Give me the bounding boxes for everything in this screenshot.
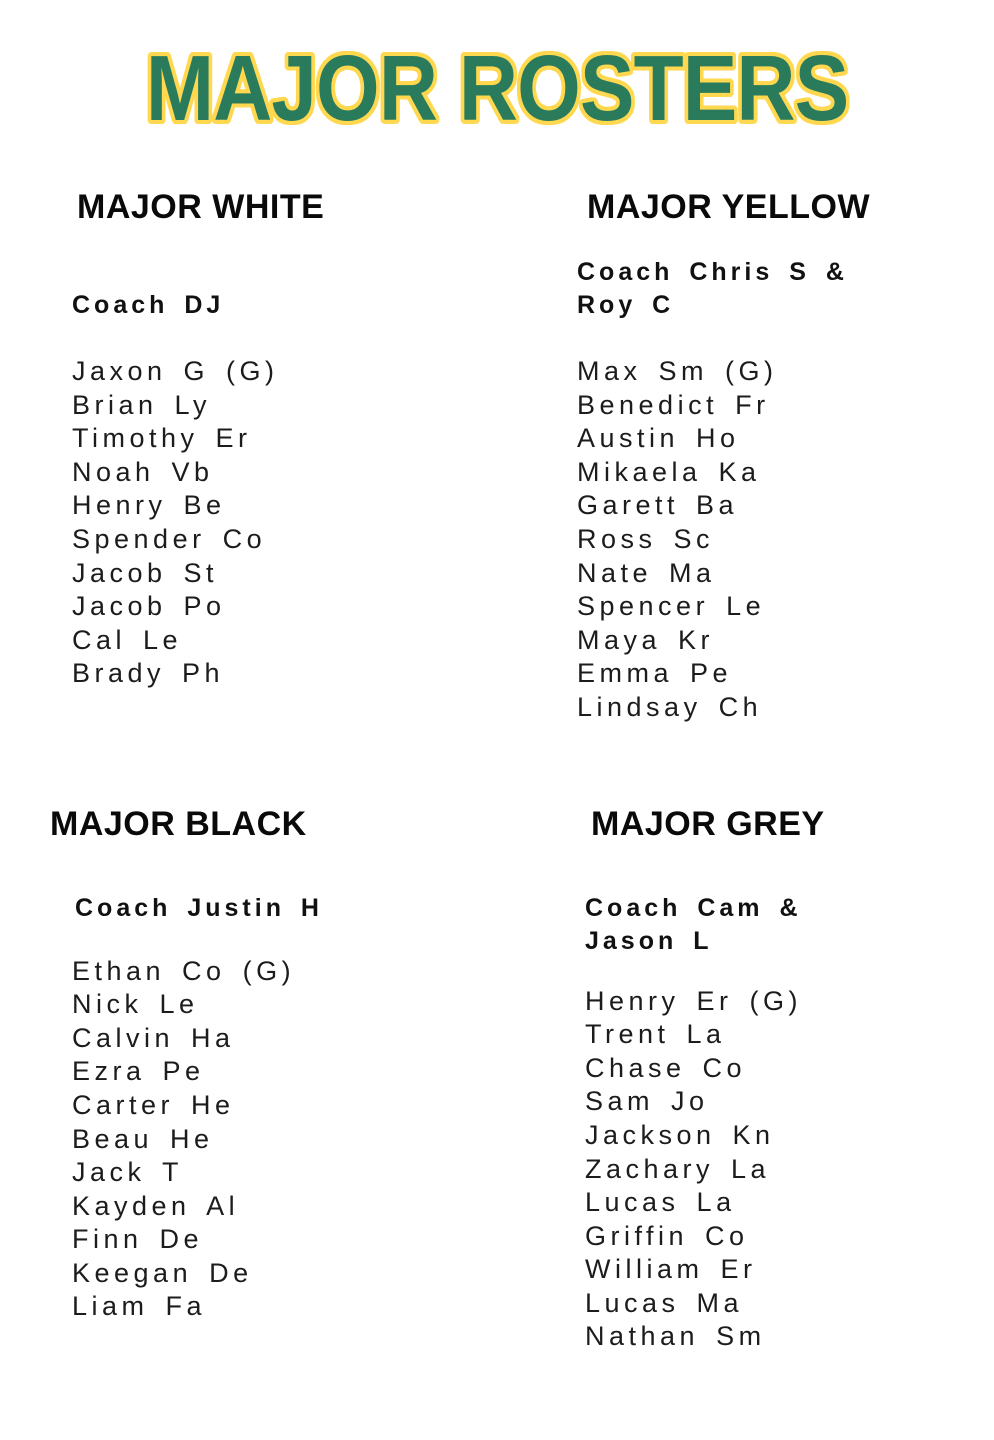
- player-name: Nathan Sm: [585, 1321, 766, 1352]
- player-name: Garett Ba: [577, 490, 739, 521]
- player-name: Nate Ma: [577, 557, 716, 588]
- coach-line: Roy C: [577, 291, 675, 319]
- player-name: Austin Ho: [577, 423, 740, 454]
- team-name-major-yellow: MAJOR YELLOW: [587, 188, 871, 226]
- player-name: Liam Fa: [72, 1291, 207, 1322]
- player-name: Lindsay Ch: [577, 691, 763, 722]
- poster-title-container: [0, 0, 994, 140]
- team-section-major-black: [50, 804, 575, 1325]
- player-name: Henry Er (G): [585, 985, 803, 1016]
- player-name: Lucas Ma: [585, 1287, 744, 1318]
- coach-line: Coach DJ: [72, 291, 225, 319]
- player-name: Brian Ly: [72, 389, 212, 420]
- player-name: Ross Sc: [577, 523, 715, 554]
- coach-name-major-yellow: [577, 256, 994, 322]
- player-name: Timothy Er: [72, 423, 252, 454]
- player-name: Griffin Co: [585, 1220, 749, 1251]
- player-name: Nick Le: [72, 989, 199, 1020]
- coach-line: Coach Cam &: [585, 893, 802, 922]
- player-name: Cal Le: [72, 624, 183, 655]
- player-name: Keegan De: [72, 1257, 253, 1288]
- player-name: Lucas La: [585, 1187, 736, 1218]
- player-name: Max Sm (G): [577, 356, 778, 386]
- player-name: Mikaela Ka: [577, 456, 761, 487]
- player-name: Beau He: [72, 1123, 214, 1154]
- player-name: Noah Vb: [72, 456, 214, 487]
- coach-line: Coach Chris S &: [577, 258, 848, 286]
- player-name: Finn De: [72, 1224, 204, 1255]
- player-name: Brady Ph: [72, 658, 225, 689]
- team-section-major-yellow: [575, 190, 994, 725]
- player-name: Sam Jo: [585, 1086, 709, 1117]
- player-name: William Er: [585, 1254, 757, 1285]
- team-section-major-white: [72, 190, 575, 691]
- player-name: Spencer Le: [577, 591, 766, 622]
- roster-list-major-grey: [585, 985, 994, 1355]
- player-name: Kayden Al: [72, 1190, 240, 1221]
- coach-line: Jason L: [585, 926, 713, 955]
- roster-list-major-black: [72, 955, 575, 1325]
- player-name: Chase Co: [585, 1052, 747, 1083]
- player-name: Trent La: [585, 1019, 726, 1050]
- teams-grid: [0, 190, 994, 1354]
- coach-name-major-grey: [585, 892, 994, 958]
- player-name: Ezra Pe: [72, 1056, 205, 1087]
- team-name-major-black: MAJOR BLACK: [50, 804, 307, 843]
- player-name: Maya Kr: [577, 624, 715, 655]
- coach-name-major-black: [75, 892, 575, 925]
- player-name: Ethan Co (G): [72, 955, 296, 986]
- player-name: Jacob St: [72, 557, 219, 588]
- player-name: Emma Pe: [577, 658, 733, 689]
- roster-list-major-yellow: [577, 355, 994, 725]
- coach-name-major-white: [72, 289, 575, 322]
- player-name: Benedict Fr: [577, 389, 770, 420]
- player-name: Jackson Kn: [585, 1119, 775, 1150]
- team-name-major-grey: MAJOR GREY: [591, 804, 825, 843]
- team-name-major-white: MAJOR WHITE: [77, 188, 325, 226]
- coach-line: Coach Justin H: [75, 893, 323, 922]
- roster-list-major-white: [72, 355, 575, 691]
- poster-title: MAJOR ROSTERS: [145, 36, 849, 140]
- team-section-major-grey: [575, 804, 994, 1355]
- player-name: Jaxon G (G): [72, 356, 279, 386]
- player-name: Spender Co: [72, 523, 267, 554]
- player-name: Zachary La: [585, 1153, 771, 1184]
- player-name: Carter He: [72, 1089, 235, 1120]
- player-name: Jacob Po: [72, 591, 226, 622]
- player-name: Calvin Ha: [72, 1022, 235, 1053]
- player-name: Henry Be: [72, 490, 226, 521]
- player-name: Jack T: [72, 1157, 184, 1188]
